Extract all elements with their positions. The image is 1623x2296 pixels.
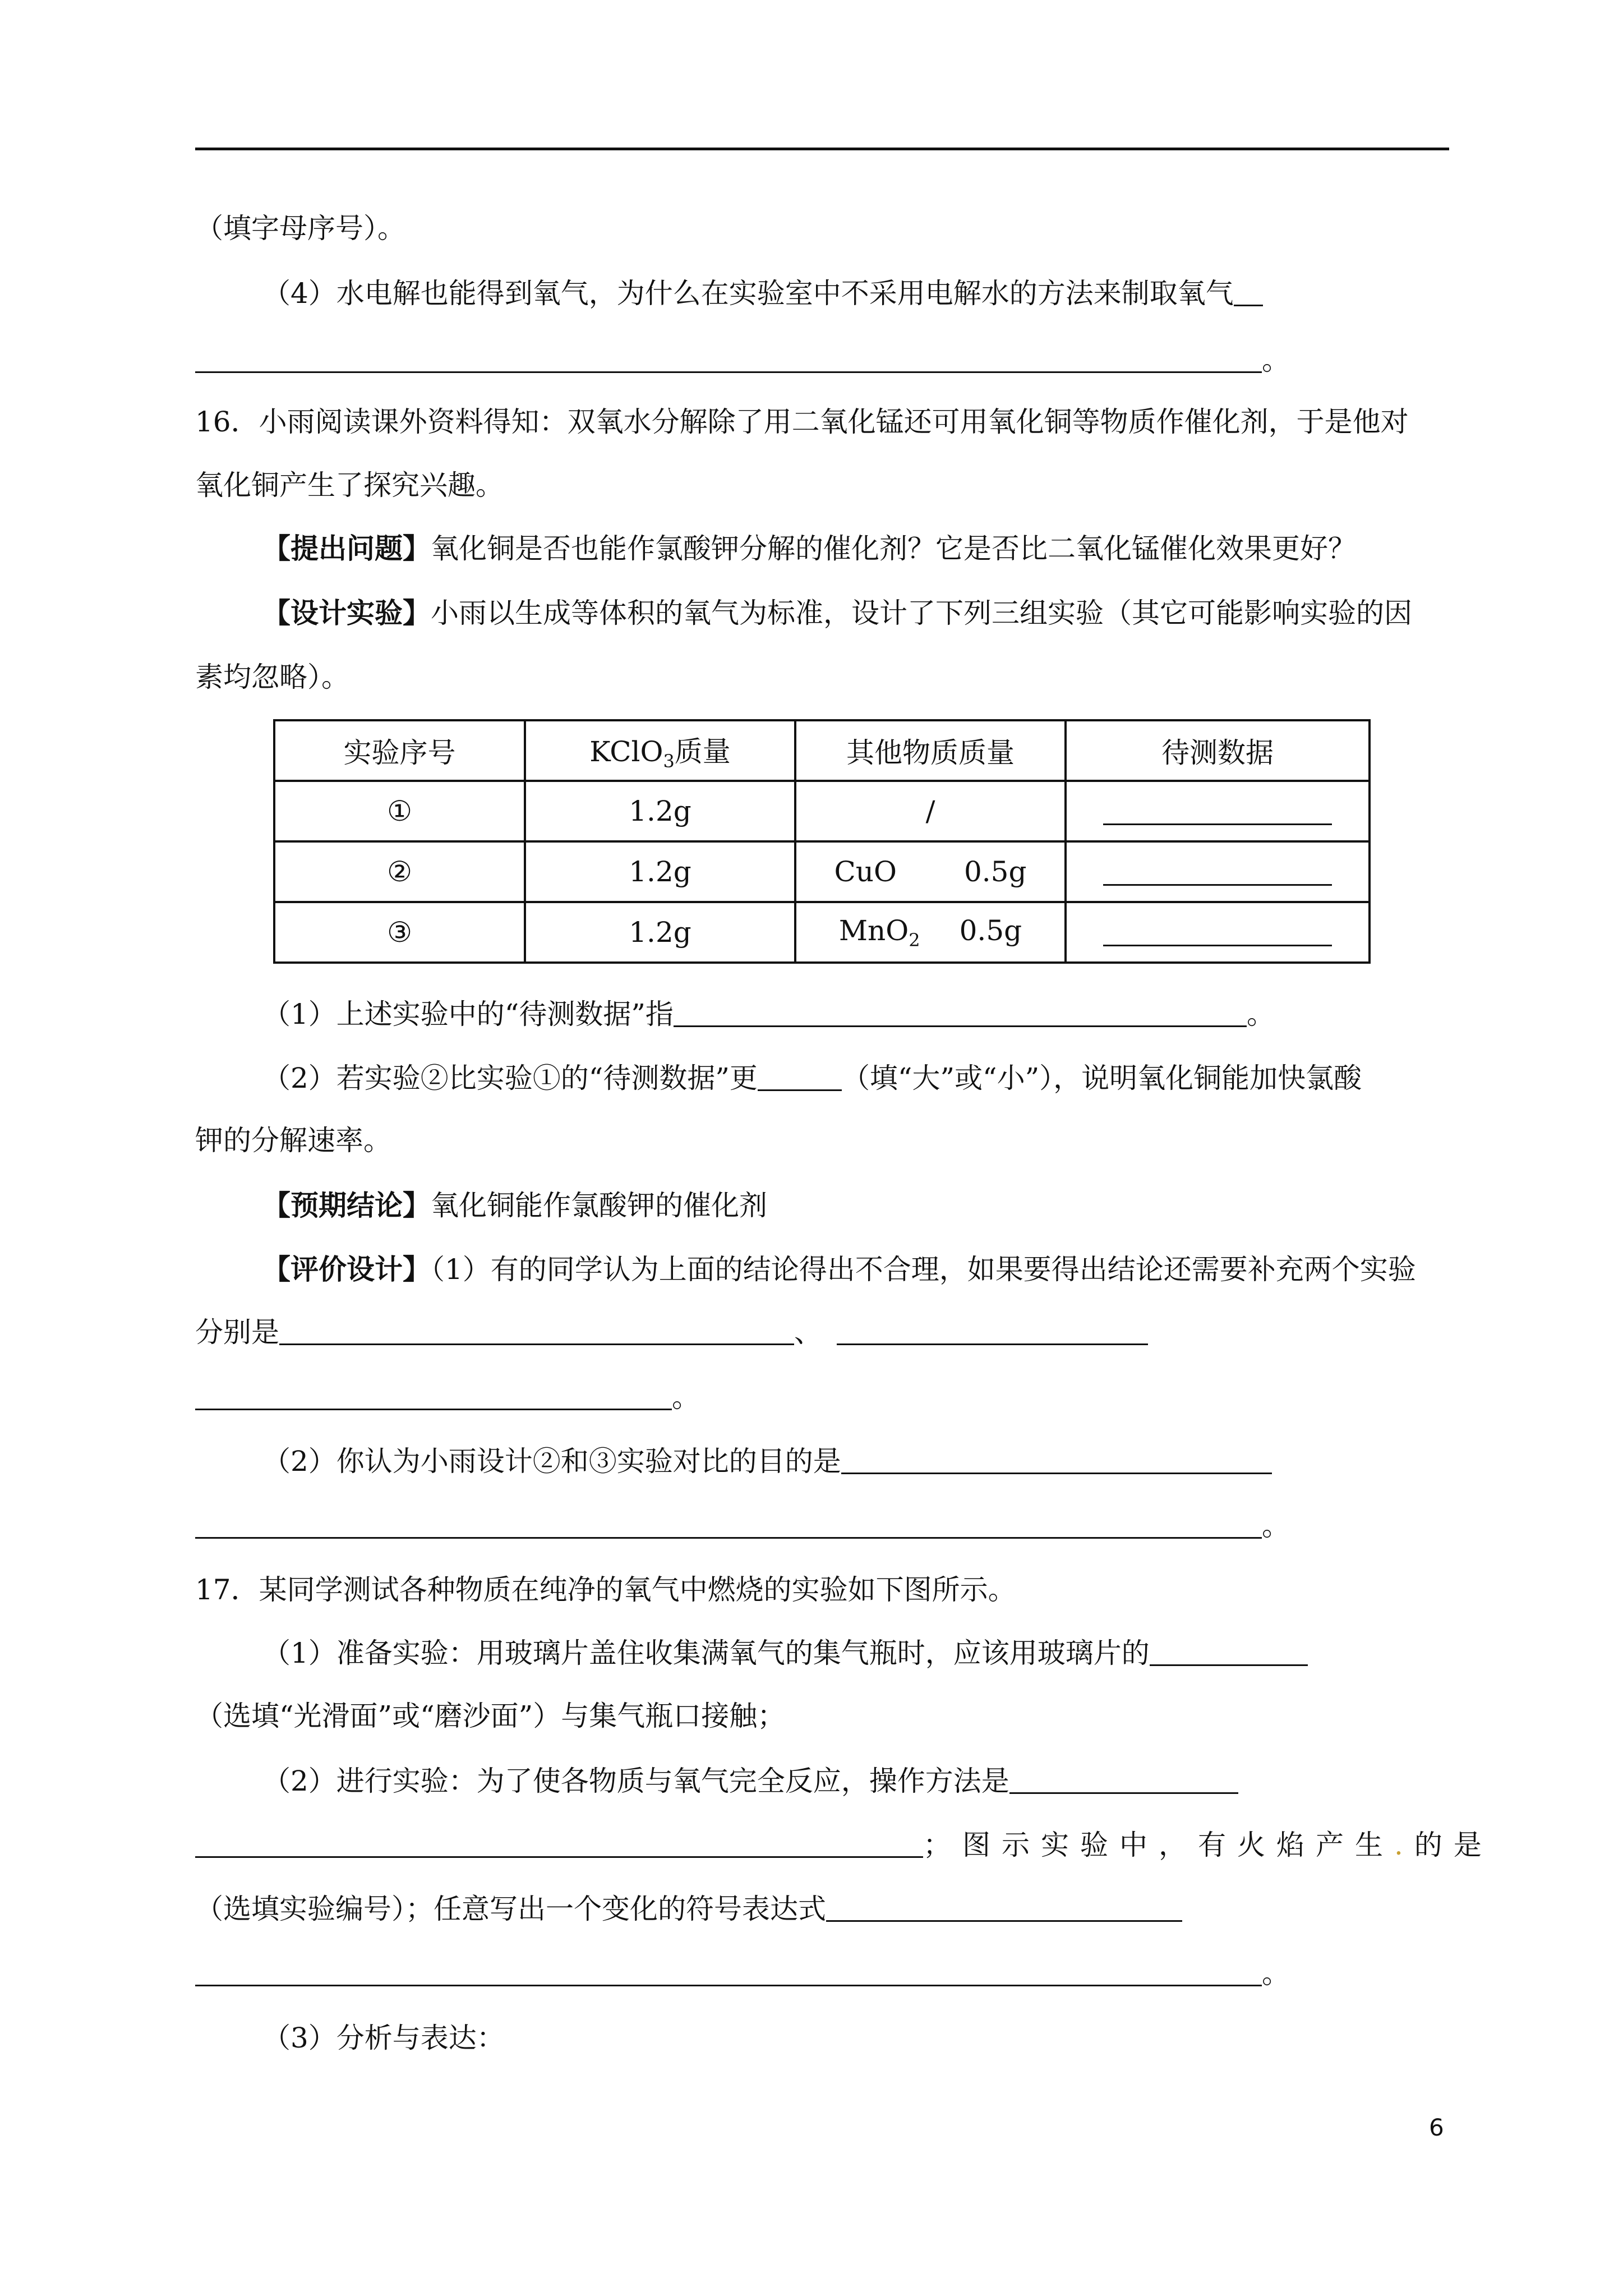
text: 16．小雨阅读课外资料得知：双氧水分解除了用二氧化锰还可用氧化铜等物质作催化剂，于是他对 [195, 406, 1409, 438]
text: （4）水电解也能得到氧气，为什么在实验室中不采用电解水的方法来制取氧气 [262, 277, 1234, 310]
text-line [195, 466, 504, 505]
page-number: 6 [1429, 2114, 1444, 2141]
text: 。 [1262, 344, 1290, 376]
answer-blank[interactable] [195, 1955, 1262, 1986]
text: （3）分析与表达： [262, 2022, 505, 2054]
text: ；图示实验中，有火焰产 [923, 1829, 1355, 1861]
answer-blank[interactable] [195, 1508, 1262, 1539]
text: 、 [794, 1316, 822, 1349]
other-substance: CuO 0.5g [795, 841, 1066, 902]
text-line [195, 1825, 1493, 1865]
header-cell: KClO$_3$质量 [525, 720, 795, 781]
answer-blank[interactable] [826, 1891, 1182, 1922]
text-line [262, 1442, 1272, 1481]
text-line [195, 1954, 1290, 1993]
text-line [262, 1761, 1238, 1801]
text: 。 [1262, 1510, 1290, 1542]
text-line [262, 1634, 1308, 1673]
row-id: ② [274, 841, 525, 902]
answer-blank[interactable] [1234, 275, 1263, 306]
row-id: ③ [274, 902, 525, 963]
text: （2）进行实验：为了使各物质与氧气完全反应，操作方法是 [262, 1765, 1009, 1797]
table-row [274, 902, 1370, 963]
text-line [262, 1059, 1362, 1098]
text-line [195, 341, 1290, 380]
text: 氧化铜是否也能作氯酸钾分解的催化剂？它是否比二氧化锰催化效果更好？ [431, 532, 1356, 565]
kclo3-mass: 1.2g [525, 781, 795, 841]
row-id: ① [274, 781, 525, 841]
text: （选填实验编号）；任意写出一个变化的符号表达式 [195, 1893, 826, 1925]
text: 。 [1262, 1957, 1290, 1990]
text-line [195, 657, 349, 697]
text-line [262, 995, 1275, 1034]
text: 分别是 [195, 1316, 279, 1349]
other-substance: / [795, 781, 1066, 841]
text: 生. [1355, 1829, 1414, 1861]
text-line [195, 1506, 1290, 1545]
text-line [262, 593, 1412, 633]
section-tag: 【评价设计】 [262, 1253, 431, 1286]
header-cell: 其他物质质量 [795, 720, 1066, 781]
answer-blank[interactable] [837, 1314, 1148, 1345]
text-line [262, 1250, 1416, 1289]
answer-blank[interactable] [195, 1379, 672, 1410]
text-line [195, 1696, 785, 1736]
text-line [262, 274, 1263, 313]
answer-blank[interactable] [1150, 1635, 1308, 1666]
answer-blank[interactable] [1103, 801, 1332, 825]
text-line [195, 1378, 700, 1417]
other-substance: MnO$_2$ 0.5g [795, 902, 1066, 963]
text: 。 [672, 1381, 700, 1414]
experiment-table [273, 719, 1371, 964]
text: （填“大”或“小”），说明氧化铜能加快氯酸 [841, 1062, 1362, 1094]
header-rule [195, 148, 1449, 150]
answer-blank[interactable] [279, 1314, 794, 1345]
text: 小雨以生成等体积的氧气为标准，设计了下列三组实验（其它可能影响实验的因 [431, 597, 1412, 629]
answer-blank[interactable] [1009, 1763, 1238, 1794]
text: （1）上述实验中的“待测数据”指 [262, 998, 674, 1030]
text: 的是 [1414, 1829, 1493, 1861]
text: （2）若实验②比实验①的“待测数据”更 [262, 1062, 758, 1094]
answer-blank[interactable] [195, 342, 1262, 373]
text: （1）准备实验：用玻璃片盖住收集满氧气的集气瓶时，应该用玻璃片的 [262, 1637, 1150, 1669]
answer-blank[interactable] [1103, 862, 1332, 886]
text: 氧化铜产生了探究兴趣。 [195, 469, 504, 501]
text-line [262, 2018, 505, 2058]
measured-data-cell [1066, 902, 1370, 963]
answer-blank[interactable] [1103, 922, 1332, 946]
text: （填字母序号）。 [195, 212, 405, 245]
question-16-stem [195, 402, 1409, 441]
text: 氧化铜能作氯酸钾的催化剂 [431, 1189, 767, 1222]
text: （2）你认为小雨设计②和③实验对比的目的是 [262, 1445, 841, 1478]
section-tag: 【预期结论】 [262, 1189, 431, 1222]
answer-blank[interactable] [674, 996, 1247, 1027]
text: 钾的分解速率。 [195, 1124, 391, 1157]
section-tag: 【提出问题】 [262, 532, 431, 565]
text-line [195, 1121, 391, 1160]
answer-blank[interactable] [758, 1060, 842, 1091]
text-line [195, 1313, 1148, 1352]
measured-data-cell [1066, 781, 1370, 841]
text: （1）有的同学认为上面的结论得出不合理，如果要得出结论还需要补充两个实验 [431, 1253, 1416, 1286]
text-line [262, 529, 1356, 568]
text: （选填“光滑面”或“磨沙面”）与集气瓶口接触； [195, 1700, 786, 1732]
table-row [274, 781, 1370, 841]
text-line [195, 209, 405, 248]
measured-data-cell [1066, 841, 1370, 902]
text-line [195, 1889, 1182, 1929]
text: 。 [1246, 998, 1275, 1030]
table-row [274, 841, 1370, 902]
text: 17．某同学测试各种物质在纯净的氧气中燃烧的实验如下图所示。 [195, 1573, 1016, 1606]
header-cell: 实验序号 [274, 720, 525, 781]
header-cell: 待测数据 [1066, 720, 1370, 781]
table-header-row [274, 720, 1370, 781]
question-17-stem [195, 1570, 1016, 1609]
text: 素均忽略）。 [195, 661, 349, 693]
kclo3-mass: 1.2g [525, 902, 795, 963]
answer-blank[interactable] [195, 1827, 923, 1858]
text-line [262, 1186, 767, 1225]
answer-blank[interactable] [841, 1443, 1272, 1474]
section-tag: 【设计实验】 [262, 596, 431, 629]
kclo3-mass: 1.2g [525, 841, 795, 902]
